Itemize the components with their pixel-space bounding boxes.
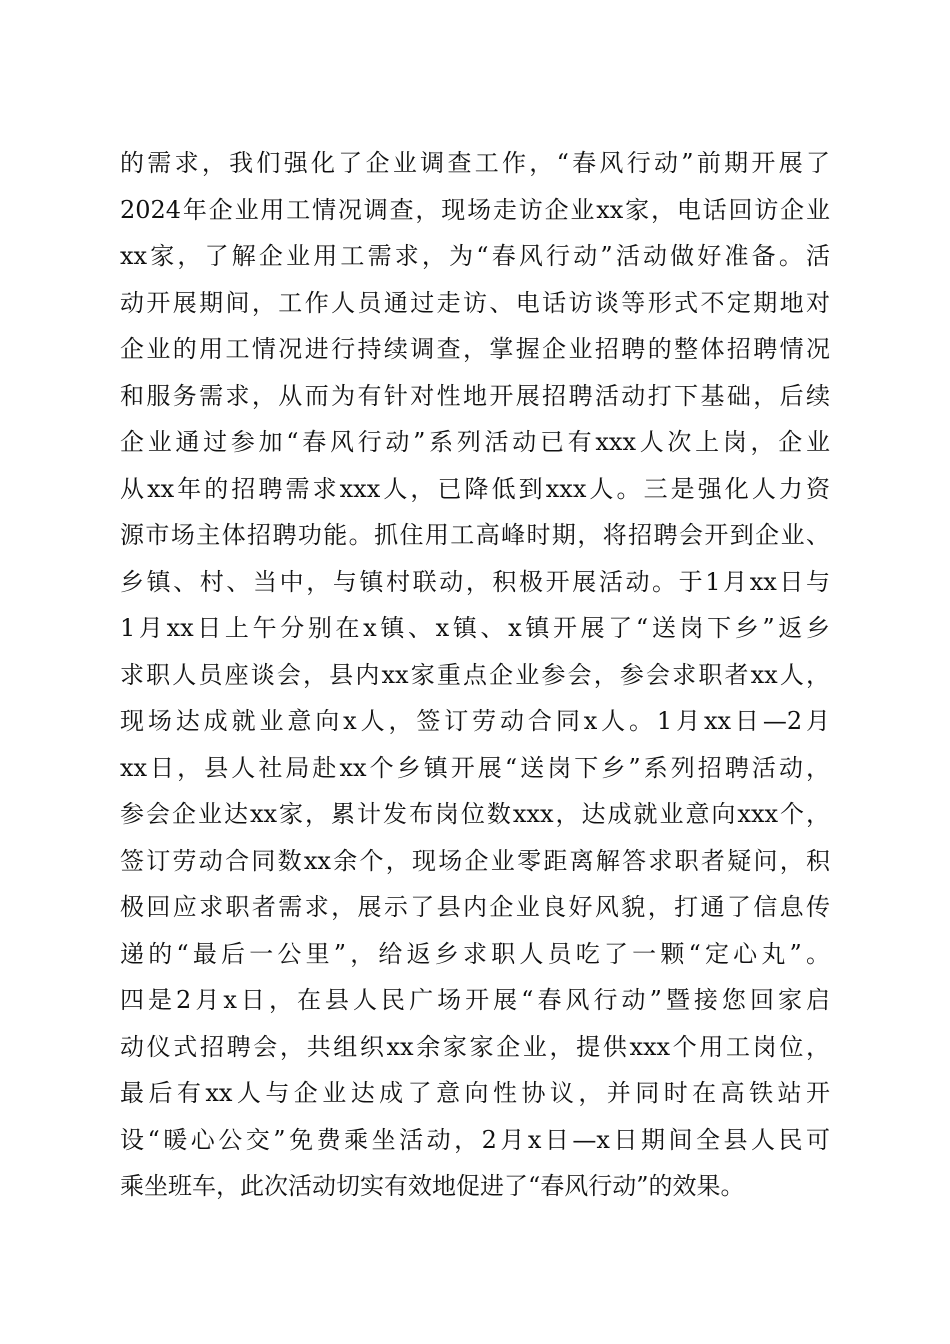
text-line: 极回应求职者需求，展示了县内企业良好风貌，打通了信息传 <box>120 893 830 921</box>
text-line: 参会企业达xx家，累计发布岗位数xxx，达成就业意向xxx个， <box>120 800 830 828</box>
body-paragraph <box>120 140 830 1210</box>
text-line: 从xx年的招聘需求xxx人，已降低到xxx人。三是强化人力资 <box>120 474 830 503</box>
text-line: 2024年企业用工情况调查，现场走访企业xx家，电话回访企业 <box>120 195 830 224</box>
text-line: 现场达成就业意向x人，签订劳动合同x人。1月xx日—2月 <box>120 707 830 735</box>
text-line: 设“暖心公交”免费乘坐活动，2月x日—x日期间全县人民可 <box>120 1125 830 1154</box>
text-line: 和服务需求，从而为有针对性地开展招聘活动打下基础，后续 <box>120 381 830 410</box>
text-line: xx日，县人社局赴xx个乡镇开展“送岗下乡”系列招聘活动， <box>120 753 830 782</box>
text-line: 1月xx日上午分别在x镇、x镇、x镇开展了“送岗下乡”返乡 <box>120 614 830 642</box>
text-line: 企业通过参加“春风行动”系列活动已有xxx人次上岗，企业 <box>120 428 830 456</box>
text-line: 的需求，我们强化了企业调查工作，“春风行动”前期开展了 <box>120 149 830 177</box>
text-line: 求职人员座谈会，县内xx家重点企业参会，参会求职者xx人， <box>120 660 830 689</box>
text-line: 源市场主体招聘功能。抓住用工高峰时期，将招聘会开到企业、 <box>120 521 830 549</box>
text-line-last: 乘坐班车，此次活动切实有效地促进了“春风行动”的效果。 <box>120 1172 745 1200</box>
text-line: 企业的用工情况进行持续调查，掌握企业招聘的整体招聘情况 <box>120 335 830 363</box>
text-line: 动仪式招聘会，共组织xx余家家企业，提供xxx个用工岗位， <box>120 1032 830 1061</box>
text-line: 乡镇、村、当中，与镇村联动，积极开展活动。于1月xx日与 <box>120 567 830 596</box>
text-line: 递的“最后一公里”，给返乡求职人员吃了一颗“定心丸”。 <box>120 939 830 968</box>
text-line: xx家，了解企业用工需求，为“春风行动”活动做好准备。活 <box>120 242 830 270</box>
text-line: 签订劳动合同数xx余个，现场企业零距离解答求职者疑问，积 <box>120 846 830 875</box>
text-line: 四是2月x日，在县人民广场开展“春风行动”暨接您回家启 <box>120 986 830 1014</box>
text-line: 最后有xx人与企业达成了意向性协议，并同时在高铁站开 <box>120 1079 830 1107</box>
text-line: 动开展期间，工作人员通过走访、电话访谈等形式不定期地对 <box>120 288 830 317</box>
